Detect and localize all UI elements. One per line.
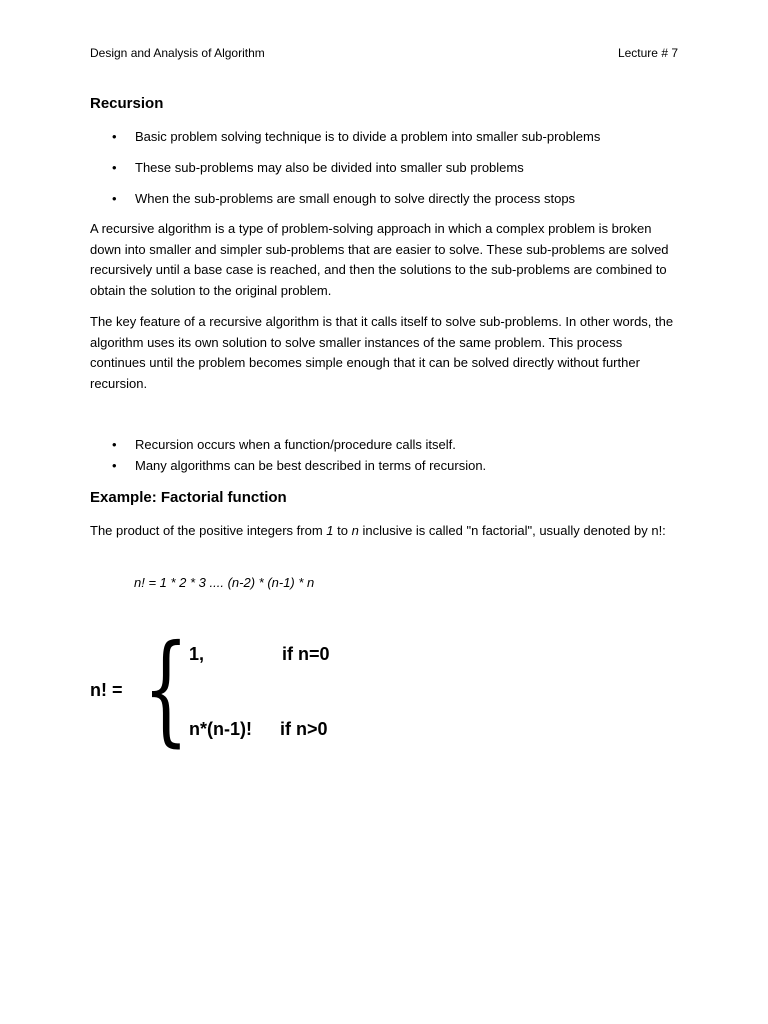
list-item-text: Basic problem solving technique is to divide a problem into smaller sub-problems bbox=[135, 129, 601, 144]
list-item-text: Recursion occurs when a function/procedure calls itself. bbox=[135, 437, 456, 452]
paragraph-key-feature: The key feature of a recursive algorithm is that it calls itself to solve sub-problems. In other words, the algorithm uses its own solution to solve smaller instances of the same problem. This process continues until the problem becomes simple enough that it can be solved directly without further recursion. bbox=[90, 314, 674, 391]
paragraph-definition: A recursive algorithm is a type of problem-solving approach in which a complex problem is broken down into smaller and simpler sub-problems that are easier to solve. These sub-problems are solved recursively until a base case is reached, and then the solutions to the sub-problems are combined to obtain the solution to the original problem. bbox=[90, 221, 669, 298]
document-header-title: Design and Analysis of Algorithm bbox=[90, 46, 265, 60]
piecewise-lhs: n! = bbox=[90, 680, 123, 700]
bullet-icon: • bbox=[112, 129, 117, 144]
text-segment: inclusive is called "n factorial", usually denoted by n!: bbox=[358, 523, 666, 538]
text-segment: The product of the positive integers from bbox=[90, 523, 327, 538]
factorial-product-formula: n! = 1 * 2 * 3 .... (n-2) * (n-1) * n bbox=[134, 575, 315, 590]
case-2-value: n*(n-1)! bbox=[189, 719, 252, 739]
bullet-icon: • bbox=[112, 191, 117, 206]
section-title: Recursion bbox=[90, 95, 164, 112]
case-2-condition: if n>0 bbox=[280, 719, 328, 739]
bullet-list-intro bbox=[90, 128, 680, 221]
list-item bbox=[90, 159, 680, 190]
list-item bbox=[90, 128, 680, 159]
italic-one: 1 bbox=[326, 523, 334, 538]
lecture-number: Lecture # 7 bbox=[617, 46, 678, 60]
list-item bbox=[90, 190, 680, 221]
list-item-text: These sub-problems may also be divided into smaller sub problems bbox=[135, 160, 524, 175]
bullet-icon: • bbox=[112, 458, 117, 473]
italic-n: n bbox=[351, 523, 359, 538]
paragraph-factorial bbox=[90, 521, 680, 542]
list-item-text: Many algorithms can be best described in terms of recursion. bbox=[135, 458, 487, 473]
bullet-icon: • bbox=[112, 160, 117, 175]
bullet-icon: • bbox=[112, 437, 117, 452]
example-title: Example: Factorial function bbox=[90, 489, 287, 506]
list-item bbox=[90, 436, 680, 457]
case-1-condition: if n=0 bbox=[282, 644, 330, 664]
list-item-text: When the sub-problems are small enough to solve directly the process stops bbox=[135, 191, 576, 206]
bullet-list-recursion bbox=[90, 436, 680, 478]
case-1-value: 1, bbox=[189, 644, 205, 664]
list-item bbox=[90, 457, 680, 478]
text-segment: to bbox=[333, 523, 352, 538]
curly-brace: { bbox=[143, 620, 189, 759]
